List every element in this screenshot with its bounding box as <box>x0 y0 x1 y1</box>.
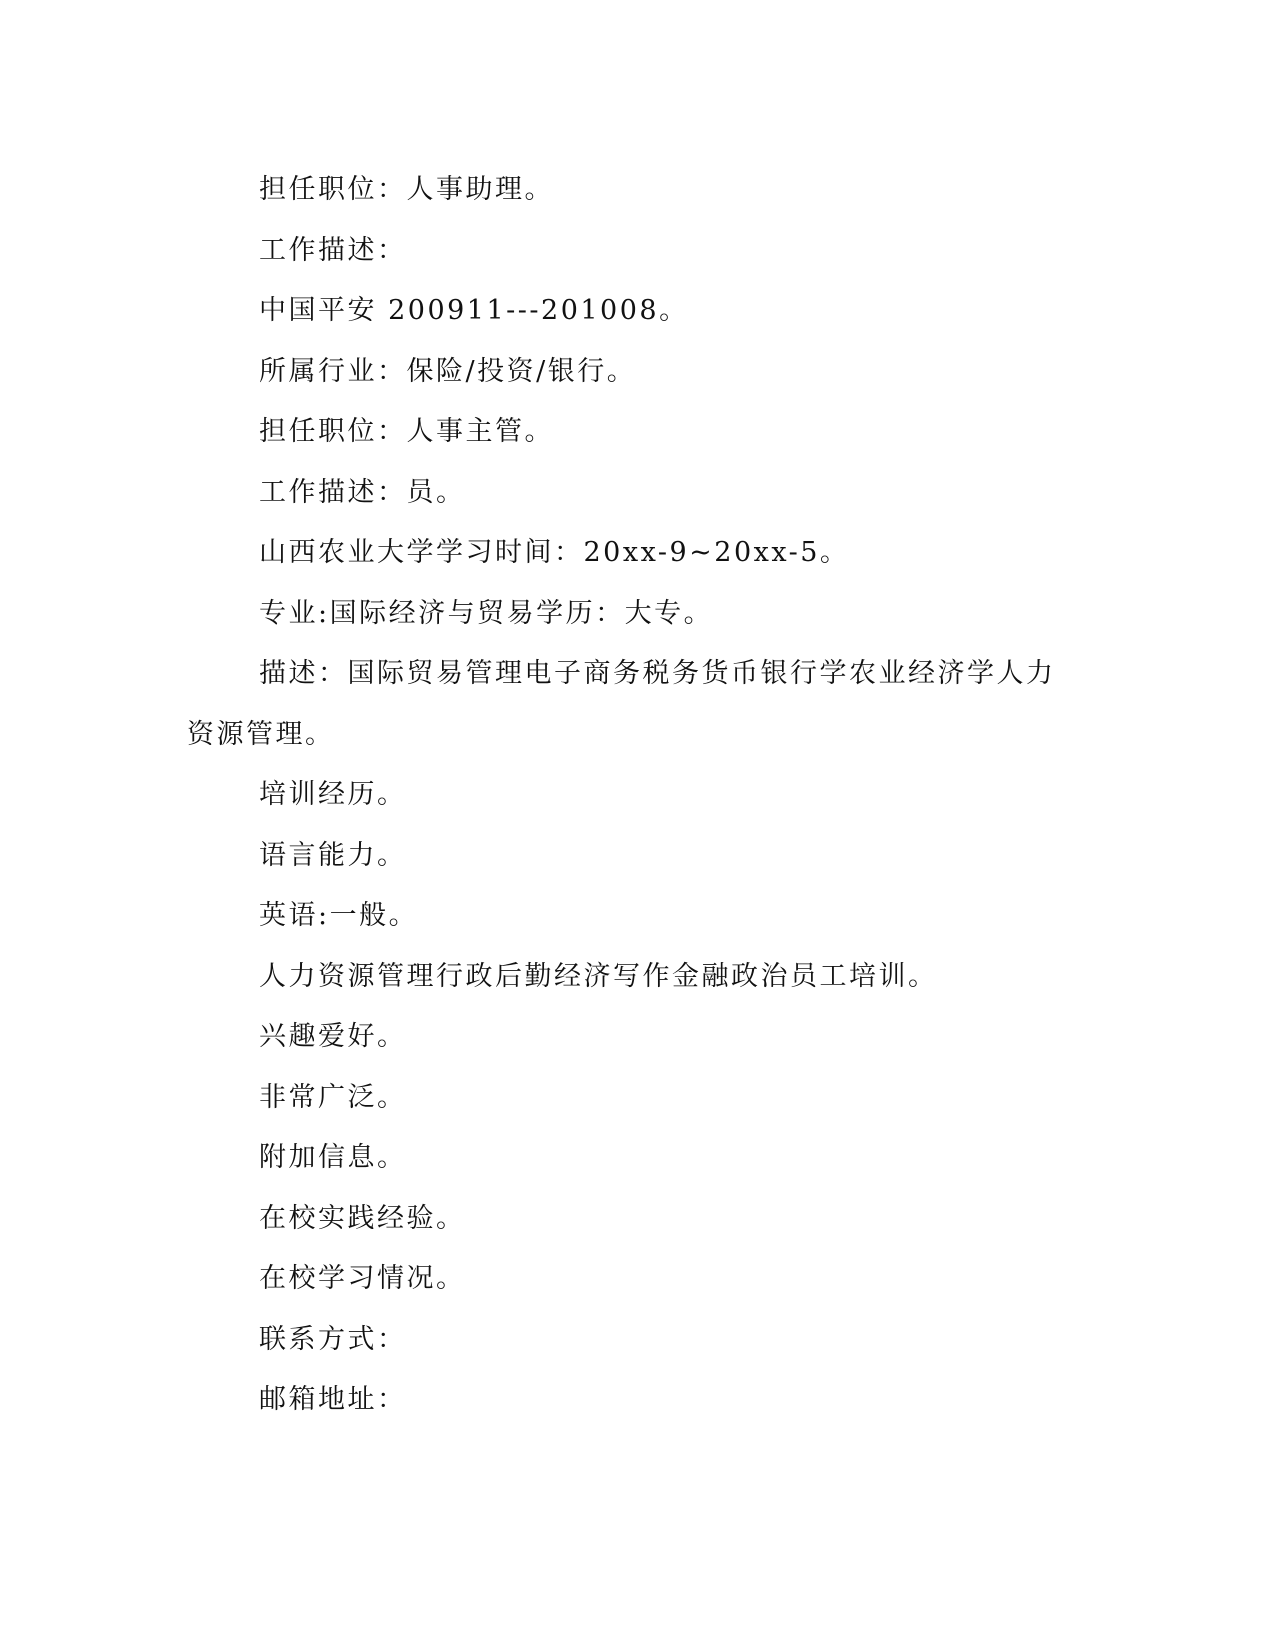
training-heading: 培训经历。 <box>259 779 407 810</box>
campus-study-heading: 在校学习情况。 <box>259 1263 466 1294</box>
position-held-supervisor: 担任职位：人事主管。 <box>259 416 554 447</box>
position-held-assistant: 担任职位：人事助理。 <box>259 174 554 205</box>
english-level: 英语:一般。 <box>259 900 419 931</box>
document-body <box>187 160 1067 1431</box>
hobbies-heading: 兴趣爱好。 <box>259 1021 407 1052</box>
hobbies-text: 非常广泛。 <box>259 1081 407 1113</box>
education-school-period: 山西农业大学学习时间：20xx-9~20xx-5。 <box>259 537 850 568</box>
contact-label: 联系方式： <box>259 1323 407 1355</box>
language-heading: 语言能力。 <box>259 839 407 871</box>
employer-period: 中国平安 200911---201008。 <box>259 295 689 326</box>
additional-info-heading: 附加信息。 <box>259 1142 407 1173</box>
campus-practice-heading: 在校实践经验。 <box>259 1202 466 1234</box>
major-degree: 专业:国际经济与贸易学历：大专。 <box>259 597 714 629</box>
courses-description: 描述：国际贸易管理电子商务税务货币银行学农业经济学人力资源管理。 <box>187 658 1056 750</box>
industry: 所属行业：保险/投资/银行。 <box>259 355 637 387</box>
job-description-label: 工作描述： <box>259 234 407 266</box>
skills-list: 人力资源管理行政后勤经济写作金融政治员工培训。 <box>259 960 938 992</box>
job-description: 工作描述：员。 <box>259 476 466 508</box>
email-label: 邮箱地址： <box>259 1384 407 1415</box>
